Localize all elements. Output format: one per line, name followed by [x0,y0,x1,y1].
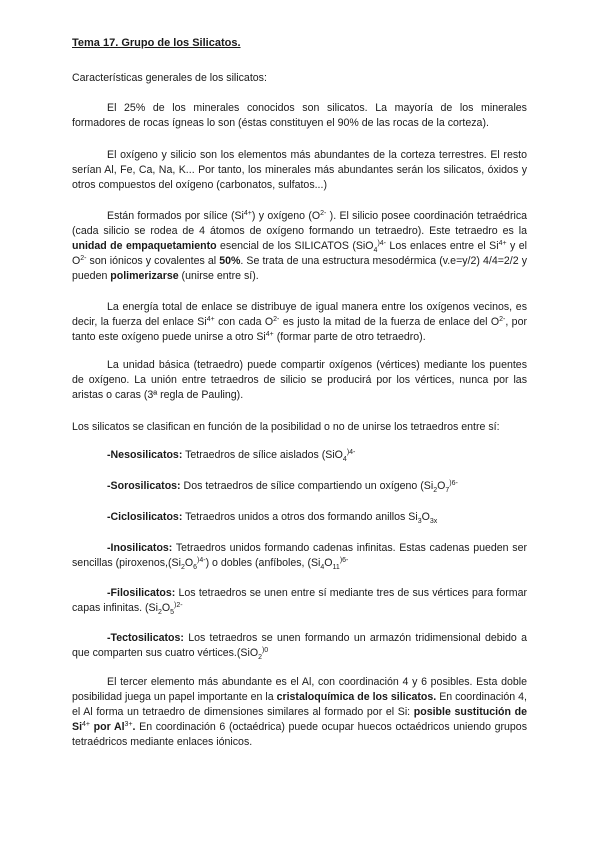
list-item-filosilicatos: -Filosilicatos: Los tetraedros se unen entre sí mediante tres de sus vértices para formar capas infinitas. ($Si_2O_5^{)2-}$ [72,587,527,616]
paragraph-pauling: La unidad básica (tetraedro) puede compartir oxígenos (vértices) mediante los puentes de oxígeno. La unión entre tetraedros de silicio se producirá por los vértices, nunca por las aristas o caras (3ª regla de Pauling). [72,359,527,401]
section-subtitle: Características generales de los silicatos: [72,72,267,84]
list-item-sorosilicatos: -Sorosilicatos: Dos tetraedros de sílice compartiendo un oxígeno ($Si_2O_7^{)6-}$ [107,480,458,494]
list-item-inosilicatos: -Inosilicatos: Tetraedros unidos formando cadenas infinitas. Estas cadenas pueden ser sencillas ($piroxenos,(Si_2O_6^{)4-})$ o dobles (anfíboles, ($Si_4O_{11}^{)6-}$ [72,542,527,571]
list-item-nesosilicatos: -Nesosilicatos: Tetraedros de sílice aislados (SiO$_4^{)4-}$ [107,449,356,463]
list-item-tectosilicatos: -Tectosilicatos: Los tetraedros se unen formando un armazón tridimensional debido a que comparten sus cuatro vértices.(SiO$_2^{)0}$ [72,632,527,661]
paragraph-structure: Están formados por sílice $(Si^{4+})$ y oxígeno ($O^{2-}$ ). El silicio posee coordinación tetraédrica (cada silicio se rodea de 4 átomos de oxígeno formando un tetraedro). Este tetraedro es la unidad de empaquetamiento esencial de los SILICATOS (SiO$_4^{)4-}$ Los enlaces entre el $Si^{4+}$ y el $O^{2-}$ son iónicos y covalentes al 50%. Se trata de una estructura mesodérmica (v.e=y/2) 4/4=2/2 y pueden polimerizarse (unirse entre sí). [72,210,528,282]
document-title: Tema 17. Grupo de los Silicatos. [72,37,241,49]
paragraph-abundance: El 25% de los minerales conocidos son silicatos. La mayoría de los minerales formadores de rocas ígneas lo son (éstas constituyen el 90% de las rocas de la corteza). [72,102,527,129]
paragraph-bond-energy: La energía total de enlace se distribuye de igual manera entre los oxígenos vecinos, es decir, la fuerza del enlace $Si^{4+}$ con cada $O^{2-}$ es justo la mitad de la fuerza de enlace del $O^{2-}$, por tanto este oxígeno puede unirse a otro $Si^{4+}$ (formar parte de otro tetraedro). [72,301,527,343]
classification-intro: Los silicatos se clasifican en función de la posibilidad o no de unirse los tetraedros entre sí: [72,421,500,433]
paragraph-aluminium: El tercer elemento más abundante es el Al, con coordinación 4 y 6 posibles. Esta doble posibilidad juega un papel importante en la cristaloquímica de los silicatos. En coordinación 4, el Al forma un tetraedro de dimensiones similares al formado por el Si: posible sustitución de $Si^{4+}$ por $Al^{3+}$. En coordinación 6 (octaédrica) puede ocupar huecos octaédricos uniendo grupos tetraédricos mediante enlaces iónicos. [72,676,527,748]
paragraph-elements: El oxígeno y silicio son los elementos más abundantes de la corteza terrestres. El resto serían Al, Fe, Ca, Na, K... Por tanto, los minerales más abundantes serán los silicatos, óxidos y otros compuestos del oxígeno (carbonatos, sulfatos...) [72,149,527,191]
list-item-ciclosilicatos: -Ciclosilicatos: Tetraedros unidos a otros dos formando anillos $Si_3O_{3x}$ [107,511,438,525]
